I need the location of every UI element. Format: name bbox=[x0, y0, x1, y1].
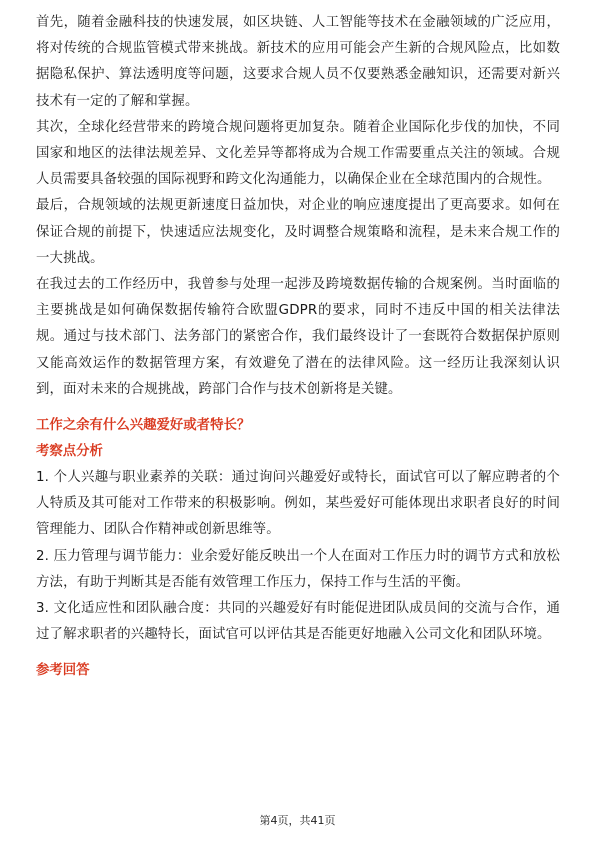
page-number: 第4页，共41页 bbox=[259, 814, 336, 827]
page-content bbox=[36, 10, 560, 684]
analysis-item: 1. 个人兴趣与职业素养的关联：通过询问兴趣爱好或特长，面试官可以了解应聘者的个人特质及其可能对工作带来的积极影响。例如，某些爱好可能体现出求职者良好的时间管理能力、团队合作精神或创新思维等。 bbox=[36, 470, 560, 538]
paragraph-work-experience: 在我过去的工作经历中，我曾参与处理一起涉及跨境数据传输的合规案例。当时面临的主要挑战是如何确保数据传输符合欧盟GDPR的要求，同时不违反中国的相关法律法规。通过与技术部门、法务部门的紧密合作，我们最终设计了一套既符合数据保护原则又能高效运作的数据管理方案，有效避免了潜在的法律风险。这一经历让我深刻认识到，面对未来的合规挑战，跨部门合作与技术创新将是关键。 bbox=[36, 277, 560, 397]
analysis-item: 3. 文化适应性和团队融合度：共同的兴趣爱好有时能促进团队成员间的交流与合作，通过了解求职者的兴趣特长，面试官可以评估其是否能更好地融入公司文化和团队环境。 bbox=[36, 601, 560, 643]
answer-heading: 参考回答 bbox=[36, 663, 90, 679]
paragraph-regulation-speed: 最后，合规领域的法规更新速度日益加快，对企业的响应速度提出了更高要求。如何在保证合规的前提下，快速适应法规变化，及时调整合规策略和流程，是未来合规工作的一大挑战。 bbox=[36, 198, 560, 266]
paragraph-fintech-challenge: 首先，随着金融科技的快速发展，如区块链、人工智能等技术在金融领域的广泛应用，将对传统的合规监管模式带来挑战。新技术的应用可能会产生新的合规风险点，比如数据隐私保护、算法透明度等问题，这要求合规人员不仅要熟悉金融知识，还需要对新兴技术有一定的了解和掌握。 bbox=[36, 15, 560, 109]
question-heading: 工作之余有什么兴趣爱好或者特长？ bbox=[36, 418, 251, 434]
analysis-item: 2. 压力管理与调节能力：业余爱好能反映出一个人在面对工作压力时的调节方式和放松方法，有助于判断其是否能有效管理工作压力，保持工作与生活的平衡。 bbox=[36, 548, 560, 590]
analysis-heading: 考察点分析 bbox=[36, 444, 103, 460]
paragraph-cross-border-compliance: 其次，全球化经营带来的跨境合规问题将更加复杂。随着企业国际化步伐的加快，不同国家和地区的法律法规差异、文化差异等都将成为合规工作需要重点关注的领域。合规人员需要具备较强的国际视野和跨文化沟通能力，以确保企业在全球范围内的合规性。 bbox=[36, 119, 560, 188]
